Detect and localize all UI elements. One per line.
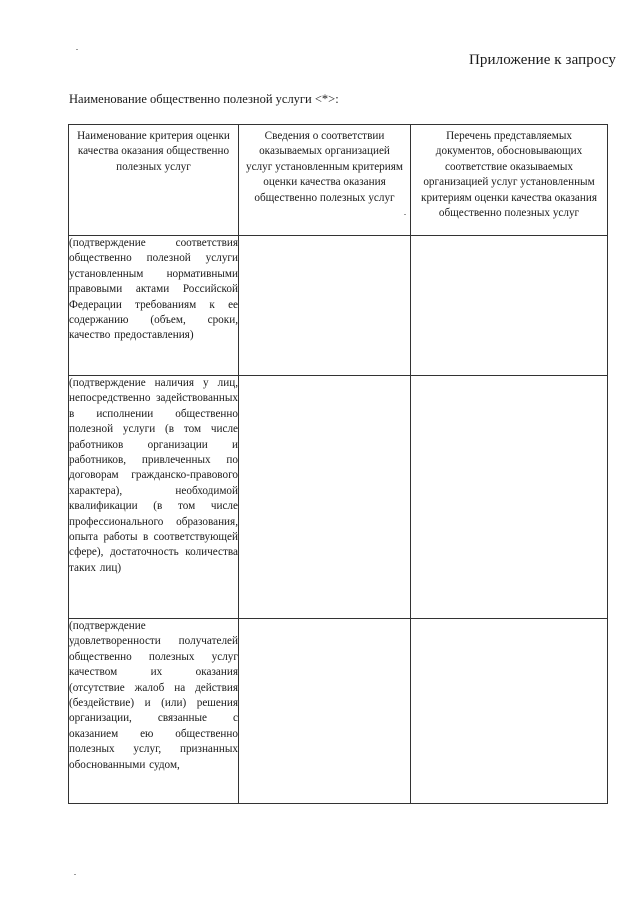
service-name-label: Наименование общественно полезной услуги <*>: [69,92,339,106]
criterion-cell: (подтверждение наличия у лиц, непосредственно задействованных в исполнении общественно полезной услуги (в том числе работников организации и работников, привлеченных по договорам гражданско-правового характера), необходимой квалификации (в том числе профессионального образования, опыта работы в соответствующей сфере), достаточность количества таких лиц) [69,376,239,619]
table-row [69,236,608,376]
column-header-label: Наименование критерия оценки качества оказания общественно полезных услуг [77,130,230,173]
documents-cell[interactable] [411,376,608,619]
column-header-info [239,125,411,236]
documents-cell[interactable] [411,236,608,376]
criteria-table [68,124,608,804]
info-cell[interactable] [239,619,411,804]
scan-speck [74,874,76,875]
column-header-label: Сведения о соответствии оказываемых организацией услуг установленным критериям оценки качества оказания общественно полезных услуг [246,130,403,204]
info-cell[interactable] [239,236,411,376]
appendix-title: Приложение к запросу [468,52,616,68]
table-row [69,619,608,804]
documents-cell[interactable] [411,619,608,804]
info-cell[interactable] [239,376,411,619]
column-header-documents [411,125,608,236]
criterion-cell: (подтверждение удовлетворенности получателей общественно полезных услуг качеством их оказания (отсутствие жалоб на действия (бездействие) и (или) решения организации, связанные с оказанием ею общественно полезных услуг, признанных обоснованными судом, [69,619,239,804]
table-header-row [69,125,608,236]
scan-speck [76,49,78,50]
column-header-criterion [69,125,239,236]
column-header-label: Перечень представляемых документов, обосновывающих соответствие оказываемых организацией услуг установленным критериям оценки качества оказания общественно полезных услуг [421,130,597,220]
table-row [69,376,608,619]
criterion-cell: (подтверждение соответствия общественно полезной услуги установленным нормативными правовыми актами Российской Федерации требованиям к ее содержанию (объем, сроки, качество предоставления) [69,236,239,376]
